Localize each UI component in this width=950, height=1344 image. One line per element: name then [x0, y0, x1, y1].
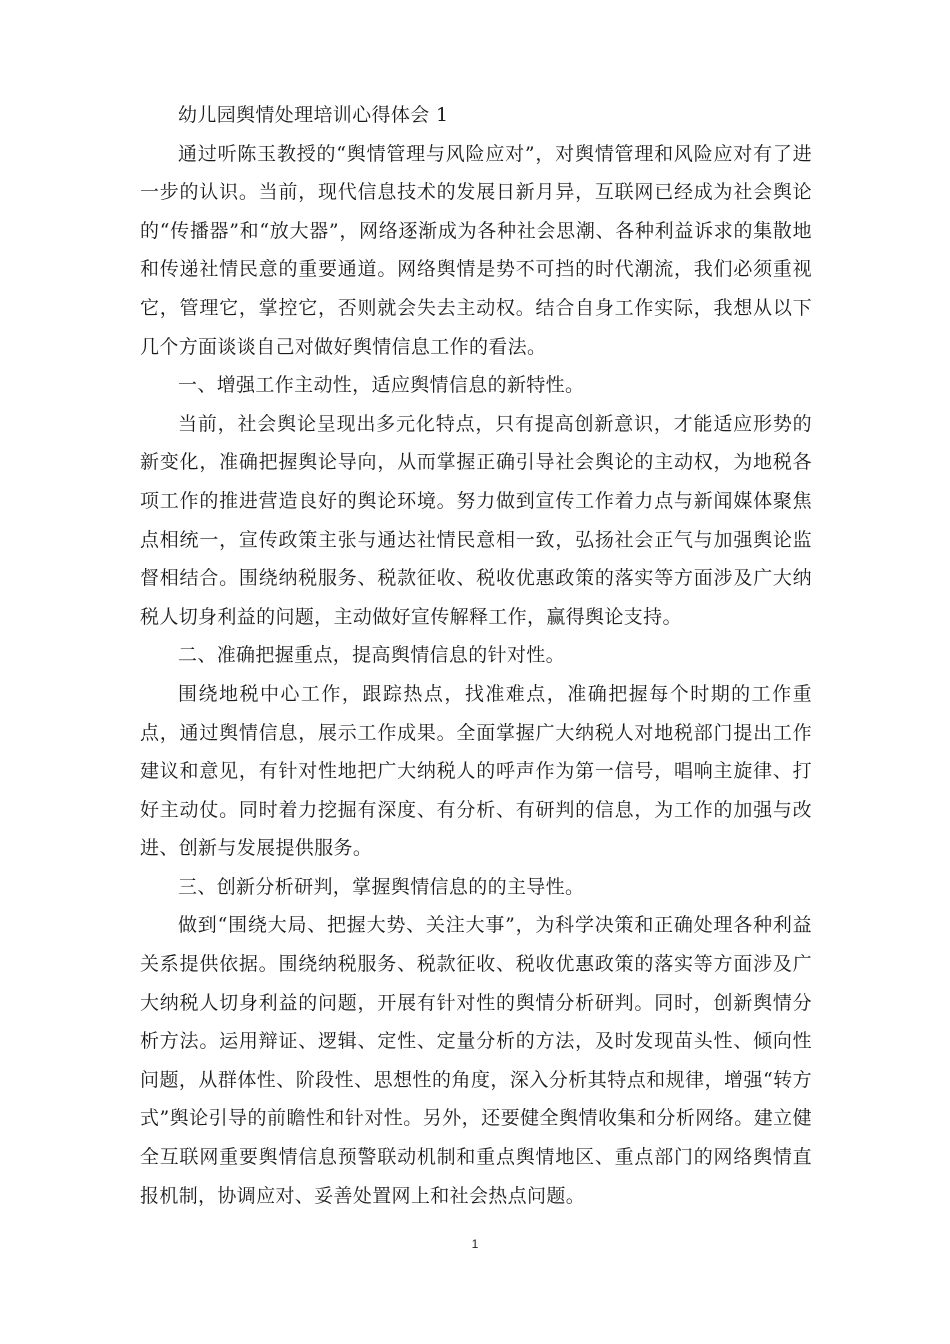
paragraph-section-1: 当前，社会舆论呈现出多元化特点，只有提高创新意识，才能适应形势的新变化，准确把握舆论导向，从而掌握正确引导社会舆论的主动权，为地税各项工作的推进营造良好的舆论环境。努力做到宣传工作着力点与新闻媒体聚焦点相统一，宣传政策主张与通达社情民意相一致，弘扬社会正气与加强舆论监督相结合。围绕纳税服务、税款征收、税收优惠政策的落实等方面涉及广大纳税人切身利益的问题，主动做好宣传解释工作，赢得舆论支持。	[140, 412, 812, 628]
section-heading-3: 三、创新分析研判，掌握舆情信息的的主导性。	[178, 875, 585, 898]
section-heading-1: 一、增强工作主动性，适应舆情信息的新特性。	[178, 374, 585, 397]
document-title: 幼儿园舆情处理培训心得体会 1	[178, 104, 449, 126]
paragraph-section-3: 做到“围绕大局、把握大势、关注大事”，为科学决策和正确处理各种利益关系提供依据。围绕纳税服务、税款征收、税收优惠政策的落实等方面涉及广大纳税人切身利益的问题，开展有针对性的舆情分析研判。同时，创新舆情分析方法。运用辩证、逻辑、定性、定量分析的方法，及时发现苗头性、倾向性问题，从群体性、阶段性、思想性的角度，深入分析其特点和规律，增强“转方式”舆论引导的前瞻性和针对性。另外，还要健全舆情收集和分析网络。建立健全互联网重要舆情信息预警联动机制和重点舆情地区、重点部门的网络舆情直报机制，协调应对、妥善处置网上和社会热点问题。	[140, 914, 812, 1207]
page-number: 1	[471, 1237, 479, 1251]
paragraph-section-2: 围绕地税中心工作，跟踪热点，找准难点，准确把握每个时期的工作重点，通过舆情信息，展示工作成果。全面掌握广大纳税人对地税部门提出工作建议和意见，有针对性地把广大纳税人的呼声作为第一信号，唱响主旋律、打好主动仗。同时着力挖掘有深度、有分析、有研判的信息，为工作的加强与改进、创新与发展提供服务。	[140, 682, 812, 860]
document-body	[140, 96, 812, 1215]
section-heading-2: 二、准确把握重点，提高舆情信息的针对性。	[178, 644, 566, 667]
paragraph-intro: 通过听陈玉教授的“舆情管理与风险应对”，对舆情管理和风险应对有了进一步的认识。当前，现代信息技术的发展日新月异，互联网已经成为社会舆论的“传播器”和“放大器”，网络逐渐成为各种社会思潮、各种利益诉求的集散地和传递社情民意的重要通道。网络舆情是势不可挡的时代潮流，我们必须重视它，管理它，掌控它，否则就会失去主动权。结合自身工作实际，我想从以下几个方面谈谈自己对做好舆情信息工作的看法。	[140, 142, 812, 358]
